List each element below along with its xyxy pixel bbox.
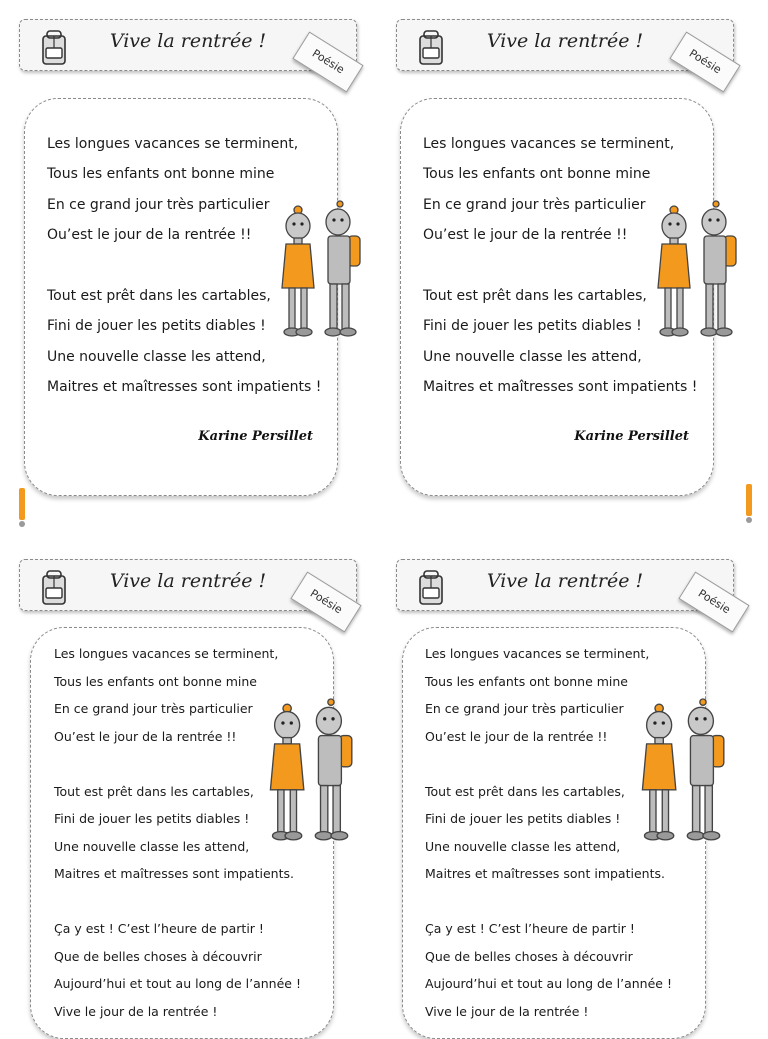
robot-children-illustration [272, 200, 364, 340]
poem-line: Aujourd’hui et tout au long de l’année ! [425, 976, 672, 991]
poem-line: Fini de jouer les petits diables ! [54, 811, 250, 826]
stanza-gap [425, 888, 672, 916]
poem-title: Vive la rentrée ! [109, 30, 267, 52]
schoolbag-icon [38, 28, 70, 66]
stanza-gap [54, 888, 301, 916]
header-bottom-right [396, 559, 734, 611]
poem-line: Maitres et maîtresses sont impatients. [54, 866, 294, 881]
poesie-tag: Poésie [669, 31, 740, 92]
poem-line: Les longues vacances se terminent, [425, 646, 650, 661]
poem-line: Maitres et maîtresses sont impatients ! [47, 379, 322, 396]
poem-line: Fini de jouer les petits diables ! [425, 811, 621, 826]
poem-line: Les longues vacances se terminent, [54, 646, 279, 661]
poem-line: Ça y est ! C’est l’heure de partir ! [54, 921, 264, 936]
poem-line: Ou’est le jour de la rentrée !! [423, 227, 628, 244]
poesie-tag: Poésie [678, 571, 749, 632]
schoolbag-icon [415, 28, 447, 66]
poem-line: Vive le jour de la rentrée ! [54, 1003, 218, 1019]
poem-line: Une nouvelle classe les attend, [47, 348, 266, 365]
poem-line: Maitres et maîtresses sont impatients. [425, 866, 665, 881]
poem-line: Fini de jouer les petits diables ! [47, 318, 266, 335]
schoolbag-icon [38, 568, 70, 606]
poem-line: Que de belles choses à découvrir [425, 948, 633, 964]
poem-line: Maitres et maîtresses sont impatients ! [423, 379, 698, 396]
poem-line: Tous les enfants ont bonne mine [47, 166, 275, 183]
poem-line: Une nouvelle classe les attend, [423, 348, 642, 365]
poem-line: Les longues vacances se terminent, [423, 136, 675, 152]
side-logo-icon [18, 488, 26, 528]
poem-line: Fini de jouer les petits diables ! [423, 318, 642, 335]
poem-line: Les longues vacances se terminent, [47, 136, 299, 152]
poem-line: Tout est prêt dans les cartables, [54, 783, 254, 799]
side-logo-icon [745, 484, 753, 524]
poem-line: Ou’est le jour de la rentrée !! [47, 227, 252, 244]
poem-title: Vive la rentrée ! [109, 570, 267, 592]
poem-line: Tout est prêt dans les cartables, [47, 287, 271, 304]
poem-line: En ce grand jour très particulier [425, 701, 624, 716]
poem-line: En ce grand jour très particulier [423, 196, 646, 213]
poem-line: Aujourd’hui et tout au long de l’année ! [54, 976, 301, 991]
poem-line: Vive le jour de la rentrée ! [425, 1003, 589, 1019]
poem-line: Tous les enfants ont bonne mine [54, 673, 257, 689]
poem-line: Ou’est le jour de la rentrée !! [425, 728, 608, 744]
author-signature: Karine Persillet [574, 429, 689, 444]
poem-line: Tout est prêt dans les cartables, [425, 783, 625, 799]
poem-line: En ce grand jour très particulier [47, 196, 270, 213]
poem-line: Tous les enfants ont bonne mine [423, 166, 651, 183]
poem-line: Une nouvelle classe les attend, [54, 838, 250, 854]
poem-line: Tous les enfants ont bonne mine [425, 673, 628, 689]
poesie-tag: Poésie [292, 31, 363, 92]
robot-children-illustration [632, 696, 728, 846]
robot-children-illustration [648, 200, 740, 340]
poem-title: Vive la rentrée ! [486, 570, 644, 592]
poem-line: Tout est prêt dans les cartables, [423, 287, 647, 304]
poesie-tag: Poésie [290, 571, 361, 632]
poem-line: En ce grand jour très particulier [54, 701, 253, 716]
poem-line: Une nouvelle classe les attend, [425, 838, 621, 854]
poem-line: Ça y est ! C’est l’heure de partir ! [425, 921, 635, 936]
poem-title: Vive la rentrée ! [486, 30, 644, 52]
schoolbag-icon [415, 568, 447, 606]
robot-children-illustration [260, 696, 356, 846]
poem-line: Que de belles choses à découvrir [54, 948, 262, 964]
author-signature: Karine Persillet [198, 429, 313, 444]
poem-line: Ou’est le jour de la rentrée !! [54, 728, 237, 744]
